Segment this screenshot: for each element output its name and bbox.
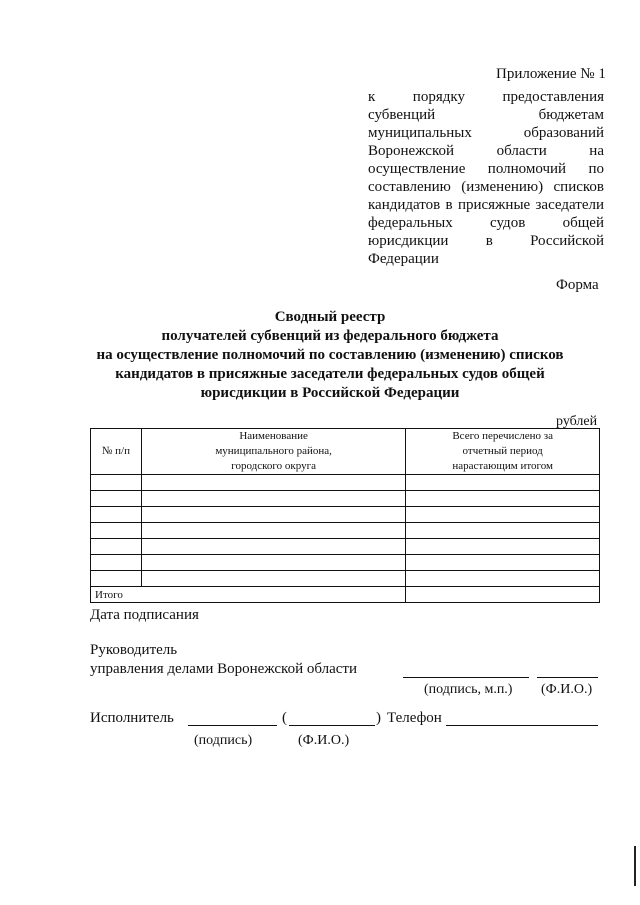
executor-close-paren: ) [376, 710, 381, 726]
header-municipality-line-2: муниципального района, [215, 445, 332, 457]
annex-line-5: осуществление полномочий по [368, 161, 604, 177]
annex-line-2: субвенций бюджетам [368, 107, 604, 123]
cell-municipality[interactable] [141, 539, 405, 555]
cell-municipality[interactable] [141, 555, 405, 571]
cell-number[interactable] [91, 475, 142, 491]
executor-name-caption: (Ф.И.О.) [298, 733, 350, 748]
document-title-5: юрисдикции в Российской Федерации [200, 385, 460, 401]
currency-label: рублей [556, 414, 598, 429]
cell-municipality[interactable] [141, 475, 405, 491]
cell-municipality[interactable] [141, 523, 405, 539]
header-municipality [141, 429, 405, 475]
total-label: Итого [91, 587, 406, 603]
head-signature-line[interactable] [403, 677, 529, 678]
executor-signature-line[interactable] [188, 725, 277, 726]
annex-line-6: составлению (изменению) списков [368, 179, 604, 195]
document-title-4: кандидатов в присяжные заседатели федеральных судов общей [115, 366, 545, 382]
executor-name-line[interactable] [289, 725, 375, 726]
table-row [91, 491, 600, 507]
table-total-row [91, 587, 600, 603]
table-row [91, 555, 600, 571]
header-total [406, 429, 600, 475]
head-department: управления делами Воронежской области [90, 661, 358, 677]
head-signature-caption: (подпись, м.п.) [424, 682, 513, 697]
cell-total[interactable] [406, 539, 600, 555]
cell-number[interactable] [91, 555, 142, 571]
header-total-line-3: нарастающим итогом [452, 460, 554, 472]
cell-number[interactable] [91, 571, 142, 587]
annex-title: Приложение № 1 [496, 66, 606, 82]
cell-number[interactable] [91, 491, 142, 507]
head-title: Руководитель [90, 642, 178, 658]
header-municipality-line-1: Наименование [239, 430, 308, 442]
cell-total[interactable] [406, 507, 600, 523]
cell-total[interactable] [406, 475, 600, 491]
scan-edge-mark [634, 846, 636, 886]
annex-line-7: кандидатов в присяжные заседатели [368, 197, 604, 213]
total-value-cell[interactable] [406, 587, 600, 603]
annex-line-3: муниципальных образований [368, 125, 604, 141]
table-row [91, 475, 600, 491]
form-label: Форма [556, 277, 599, 293]
header-total-line-2: отчетный период [462, 445, 543, 457]
cell-municipality[interactable] [141, 507, 405, 523]
document-title-1: Сводный реестр [274, 309, 386, 325]
annex-line-8: федеральных судов общей [368, 215, 604, 231]
cell-municipality[interactable] [141, 491, 405, 507]
register-table [90, 428, 600, 603]
header-municipality-line-3: городского округа [231, 460, 316, 472]
table-row [91, 523, 600, 539]
executor-signature-caption: (подпись) [194, 733, 253, 748]
cell-number[interactable] [91, 523, 142, 539]
table-row [91, 539, 600, 555]
cell-number[interactable] [91, 507, 142, 523]
head-name-line[interactable] [537, 677, 598, 678]
cell-total[interactable] [406, 491, 600, 507]
cell-number[interactable] [91, 539, 142, 555]
document-title-2: получателей субвенций из федерального бюджета [161, 328, 499, 344]
annex-line-10: Федерации [368, 251, 439, 267]
cell-total[interactable] [406, 523, 600, 539]
header-total-line-1: Всего перечислено за [452, 430, 553, 442]
header-number: № п/п [91, 429, 142, 475]
signing-date-label: Дата подписания [90, 607, 199, 623]
executor-open-paren: ( [282, 710, 287, 726]
annex-line-9: юрисдикции в Российской [368, 233, 604, 249]
executor-label: Исполнитель [90, 710, 174, 726]
table-header-row [91, 429, 600, 475]
annex-line-4: Воронежской области на [368, 143, 604, 159]
table-row [91, 507, 600, 523]
annex-line-1: к порядку предоставления [368, 89, 604, 105]
cell-total[interactable] [406, 555, 600, 571]
head-name-caption: (Ф.И.О.) [541, 682, 593, 697]
cell-total[interactable] [406, 571, 600, 587]
executor-phone-label: Телефон [387, 710, 442, 726]
cell-municipality[interactable] [141, 571, 405, 587]
executor-phone-line[interactable] [446, 725, 598, 726]
document-title-3: на осуществление полномочий по составлению (изменению) списков [96, 347, 564, 363]
table-row [91, 571, 600, 587]
